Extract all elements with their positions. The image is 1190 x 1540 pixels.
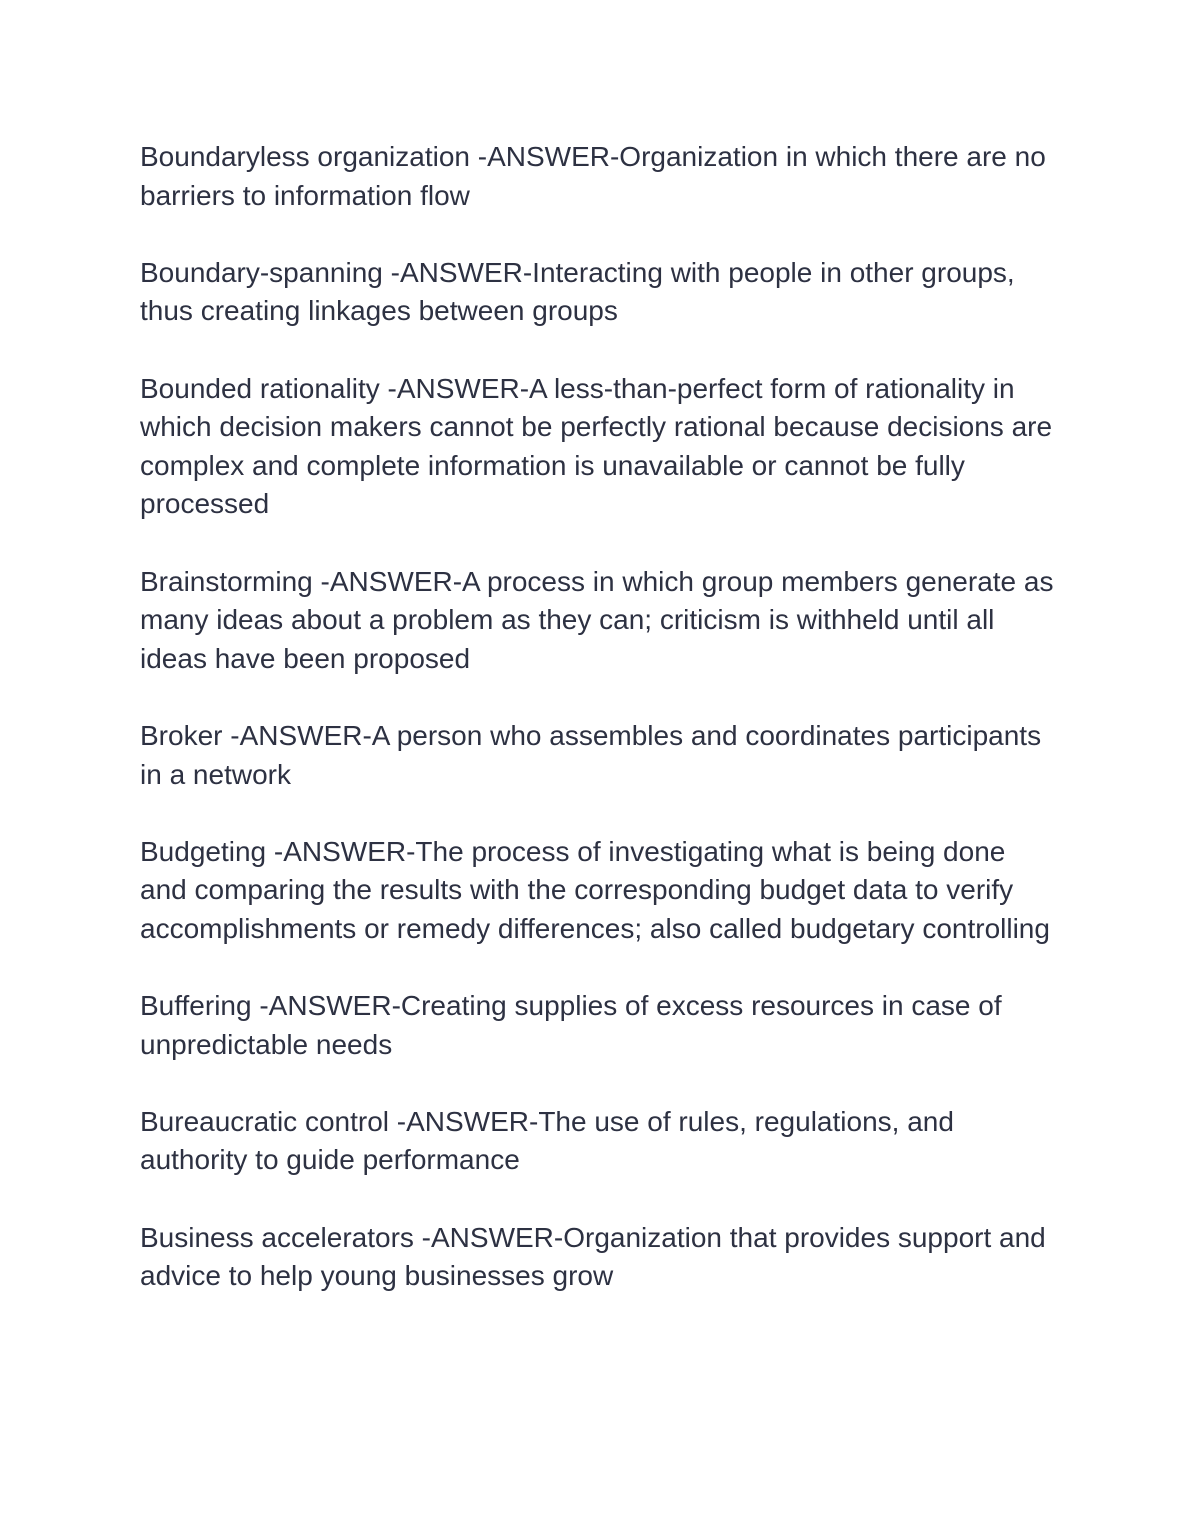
glossary-entry: Boundary-spanning -ANSWER-Interacting with people in other groups, thus creating linkages between groups: [140, 256, 1015, 327]
glossary-entry: Brainstorming -ANSWER-A process in which group members generate as many ideas about a problem as they can; criticism is withheld until all ideas have been proposed: [140, 565, 1054, 674]
glossary-entry: Bounded rationality -ANSWER-A less-than-perfect form of rationality in which decision makers cannot be perfectly rational because decisions are complex and complete information is unavailable or cannot be fully processed: [140, 372, 1053, 520]
glossary-entry: Business accelerators -ANSWER-Organization that provides support and advice to help young businesses grow: [140, 1221, 1046, 1292]
glossary-entry: Broker -ANSWER-A person who assembles and coordinates participants in a network: [140, 719, 1042, 790]
glossary-entry: Buffering -ANSWER-Creating supplies of excess resources in case of unpredictable needs: [140, 990, 1002, 1060]
glossary-list: [140, 138, 1055, 1334]
glossary-entry: Budgeting -ANSWER-The process of investigating what is being done and comparing the results with the corresponding budget data to verify accomplishments or remedy differences; also called budgetary controlling: [140, 835, 1050, 944]
glossary-entry: Boundaryless organization -ANSWER-Organization in which there are no barriers to information flow: [140, 141, 1046, 211]
glossary-entry: Bureaucratic control -ANSWER-The use of rules, regulations, and authority to guide performance: [140, 1105, 954, 1176]
